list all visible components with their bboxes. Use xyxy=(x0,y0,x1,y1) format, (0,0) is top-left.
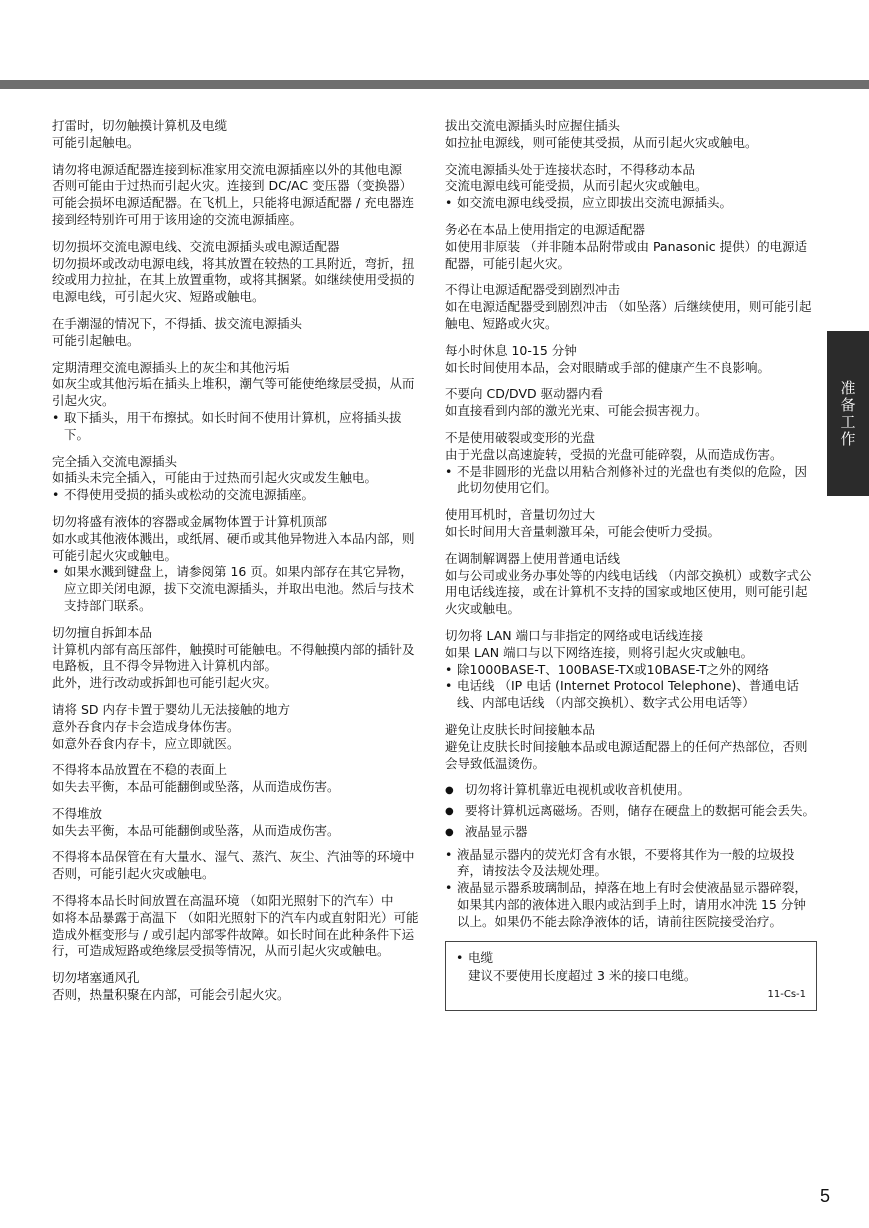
warning-text: 否则可能由于过热而引起火灾。连接到 DC/AC 变压器（变换器）可能会损坏电源适配器。在飞机上，只能将电源适配器 / 充电器连接到经特别许可用于该用途的交流电源插座。 xyxy=(52,178,415,227)
warning-bullets xyxy=(52,487,420,504)
warning-heading: 请勿将电源适配器连接到标准家用交流电源插座以外的其他电源 xyxy=(52,161,403,177)
warning-section xyxy=(52,625,420,692)
warning-text: 如失去平衡，本品可能翻倒或坠落，从而造成伤害。 xyxy=(52,822,340,838)
warning-text: 计算机内部有高压部件，触摸时可能触电。不得触摸内部的插针及电路板，且不得令异物进入计算机内部。 xyxy=(52,641,415,674)
note-title: • 电缆 xyxy=(456,950,806,967)
warning-text: 意外吞食内存卡会造成身体伤害。 xyxy=(52,718,240,734)
warning-text: 可能引起触电。 xyxy=(52,332,140,348)
warning-section xyxy=(52,849,420,883)
warning-heading: 定期清理交流电源插头上的灰尘和其他污垢 xyxy=(52,359,290,375)
warning-section xyxy=(445,386,817,420)
warning-text: 如果 LAN 端口与以下网络连接，则将引起火灾或触电。 xyxy=(445,644,754,660)
warning-section xyxy=(445,430,817,497)
bullet-item: ● 要将计算机远离磁场。否则，储存在硬盘上的数据可能会丢失。 xyxy=(445,803,817,820)
warning-heading: 避免让皮肤长时间接触本品 xyxy=(445,721,596,737)
warning-heading: 请将 SD 内存卡置于婴幼儿无法接触的地方 xyxy=(52,701,291,717)
warning-section xyxy=(52,806,420,840)
bullet-item: • 液晶显示器内的荧光灯含有水银，不要将其作为一般的垃圾投弃，请按法令及法规处理。 xyxy=(445,847,817,881)
warning-text: 可能引起触电。 xyxy=(52,134,140,150)
bullet-item: • 如交流电源电线受损，应立即拔出交流电源插头。 xyxy=(445,195,817,212)
warning-heading: 切勿将 LAN 端口与非指定的网络或电话线连接 xyxy=(445,627,704,643)
warning-section xyxy=(445,118,817,152)
warning-section xyxy=(52,360,420,444)
bullet-item: • 如果水溅到键盘上，请参阅第 16 页。如果内部存在其它异物，应立即关闭电源，拔下交流电源插头，并取出电池。然后与技术支持部门联系。 xyxy=(52,564,420,614)
warning-text: 由于光盘以高速旋转，受损的光盘可能碎裂，从而造成伤害。 xyxy=(445,446,783,462)
warning-text: 否则，热量积聚在内部，可能会引起火灾。 xyxy=(52,987,290,1003)
warning-section xyxy=(52,316,420,350)
warning-bullets xyxy=(445,464,817,498)
warning-section xyxy=(52,893,420,960)
warning-bullets xyxy=(52,410,420,444)
warning-heading: 在手潮湿的情况下，不得插、拔交流电源插头 xyxy=(52,315,303,331)
warning-text: 如失去平衡，本品可能翻倒或坠落，从而造成伤害。 xyxy=(52,779,340,795)
lcd-bullets xyxy=(445,847,817,931)
warning-section xyxy=(445,507,817,541)
warning-text: 切勿损坏或改动电源电线，将其放置在较热的工具附近，弯折，扭绞或用力拉扯，在其上放置重物，或将其捆紧。如继续使用受损的电源电线，可引起火灾、短路或触电。 xyxy=(52,255,415,305)
warning-heading: 不得堆放 xyxy=(52,805,103,821)
warning-heading: 不得让电源适配器受到剧烈冲击 xyxy=(445,282,621,298)
warning-heading: 完全插入交流电源插头 xyxy=(52,453,178,469)
warning-section xyxy=(52,762,420,796)
warning-bullets xyxy=(445,662,817,712)
warning-text: 避免让皮肤长时间接触本品或电源适配器上的任何产热部位，否则会导致低温烫伤。 xyxy=(445,738,808,771)
warning-text: 如直接看到内部的激光光束、可能会损害视力。 xyxy=(445,403,708,419)
bullet-item: • 不是非圆形的光盘以用粘合剂修补过的光盘也有类似的危险，因此切勿使用它们。 xyxy=(445,464,817,498)
warning-text: 如灰尘或其他污垢在插头上堆积，潮气等可能使绝缘层受损，从而引起火灾。 xyxy=(52,376,415,409)
warning-heading: 每小时休息 10-15 分钟 xyxy=(445,342,577,358)
warning-section xyxy=(445,343,817,377)
warning-text: 如意外吞食内存卡，应立即就医。 xyxy=(52,735,240,751)
warning-bullets xyxy=(52,564,420,614)
warning-heading: 打雷时，切勿触摸计算机及电缆 xyxy=(52,118,228,133)
warning-heading: 切勿擅自拆卸本品 xyxy=(52,624,153,640)
warning-text: 如使用非原装 （并非随本品附带或由 Panasonic 提供）的电源适配器，可能引起火灾。 xyxy=(445,238,808,271)
warning-section xyxy=(52,702,420,752)
right-column xyxy=(445,118,817,1011)
warning-section xyxy=(445,222,817,272)
warning-heading: 不得将本品保管在有大量水、湿气、蒸汽、灰尘、汽油等的环境中 xyxy=(52,849,415,865)
warning-text: 交流电源电线可能受损，从而引起火灾或触电。 xyxy=(445,178,708,194)
cable-note-box xyxy=(445,941,817,1011)
bullet-item: • 除1000BASE-T、100BASE-TX或10BASE-T之外的网络 xyxy=(445,662,817,679)
warning-section xyxy=(52,970,420,1004)
warning-heading: 不是使用破裂或变形的光盘 xyxy=(445,429,596,445)
note-list xyxy=(456,950,806,967)
warning-heading: 拔出交流电源插头时应握住插头 xyxy=(445,118,621,133)
warning-section xyxy=(445,162,817,212)
warning-text: 如长时间使用本品，会对眼睛或手部的健康产生不良影响。 xyxy=(445,359,771,375)
warning-heading: 交流电源插头处于连接状态时，不得移动本品 xyxy=(445,161,696,177)
warning-section xyxy=(52,454,420,504)
section-tab-label: 准备工作 xyxy=(838,379,857,448)
note-text: 建议不要使用长度超过 3 米的接口电缆。 xyxy=(468,968,697,984)
warning-section xyxy=(445,551,817,618)
page-number: 5 xyxy=(820,1186,831,1206)
warning-section xyxy=(445,722,817,772)
general-bullets xyxy=(445,782,817,840)
warning-bullets xyxy=(445,195,817,212)
warning-heading: 不得将本品长时间放置在高温环境 （如阳光照射下的汽车）中 xyxy=(52,893,394,909)
warning-heading: 切勿损坏交流电源电线、交流电源插头或电源适配器 xyxy=(52,238,340,254)
warning-heading: 切勿堵塞通风孔 xyxy=(52,970,140,986)
warning-text: 如插头未完全插入，可能由于过热而引起火灾或发生触电。 xyxy=(52,470,378,486)
top-rule xyxy=(0,80,869,89)
warning-text: 否则，可能引起火灾或触电。 xyxy=(52,866,215,882)
warning-text: 此外，进行改动或拆卸也可能引起火灾。 xyxy=(52,675,278,691)
warning-text: 如拉扯电源线，则可能使其受损，从而引起火灾或触电。 xyxy=(445,134,758,150)
warning-text: 如将本品暴露于高温下 （如阳光照射下的汽车内或直射阳光）可能造成外框变形与 / 或引起内部零件故障。如长时间在此种条件下运行，可造成短路或绝缘层受损等情况，从而引起火灾或触电。 xyxy=(52,909,419,959)
warning-heading: 务必在本品上使用指定的电源适配器 xyxy=(445,221,646,237)
warning-section xyxy=(445,282,817,332)
warning-heading: 不要向 CD/DVD 驱动器内看 xyxy=(445,386,604,402)
warning-heading: 切勿将盛有液体的容器或金属物体置于计算机顶部 xyxy=(52,513,328,529)
warning-section xyxy=(52,118,420,152)
warning-section xyxy=(52,239,420,306)
bullet-item: ● 液晶显示器 xyxy=(445,824,817,841)
right-sections xyxy=(445,118,817,772)
warning-heading: 使用耳机时，音量切勿过大 xyxy=(445,507,596,523)
warning-section xyxy=(52,514,420,615)
warning-text: 如水或其他液体溅出，或纸屑、硬币或其他异物进入本品内部，则可能引起火灾或触电。 xyxy=(52,530,415,563)
warning-heading: 在调制解调器上使用普通电话线 xyxy=(445,550,621,566)
warning-section xyxy=(445,628,817,712)
warning-section xyxy=(52,162,420,229)
bullet-item: • 液晶显示器系玻璃制品，掉落在地上有时会使液晶显示器碎裂，如果其内部的液体进入眼内或沾到手上时，请用水冲洗 15 分钟以上。如果仍不能去除净液体的话，请前往医院接受治疗。 xyxy=(445,880,817,930)
bullet-item: • 取下插头，用干布擦拭。如长时间不使用计算机，应将插头拔下。 xyxy=(52,410,420,444)
bullet-item: • 电话线 （IP 电话 (Internet Protocol Telephone)、普通电话线、内部电话线 （内部交换机）、数字式公用电话等） xyxy=(445,678,817,712)
bullet-item: ● 切勿将计算机靠近电视机或收音机使用。 xyxy=(445,782,817,799)
warning-text: 如与公司或业务办事处等的内线电话线 （内部交换机）或数字式公用电话线连接，或在计算机不支持的国家或地区使用，则可能引起火灾或触电。 xyxy=(445,567,812,617)
warning-heading: 不得将本品放置在不稳的表面上 xyxy=(52,762,228,778)
bullet-item: • 不得使用受损的插头或松动的交流电源插座。 xyxy=(52,487,420,504)
warning-text: 如在电源适配器受到剧烈冲击 （如坠落）后继续使用，则可能引起触电、短路或火灾。 xyxy=(445,299,812,331)
note-reference-code: 11-Cs-1 xyxy=(767,989,806,1001)
section-tab xyxy=(827,331,869,496)
left-column xyxy=(52,118,420,1014)
warning-text: 如长时间用大音量刺激耳朵，可能会使听力受损。 xyxy=(445,523,721,539)
